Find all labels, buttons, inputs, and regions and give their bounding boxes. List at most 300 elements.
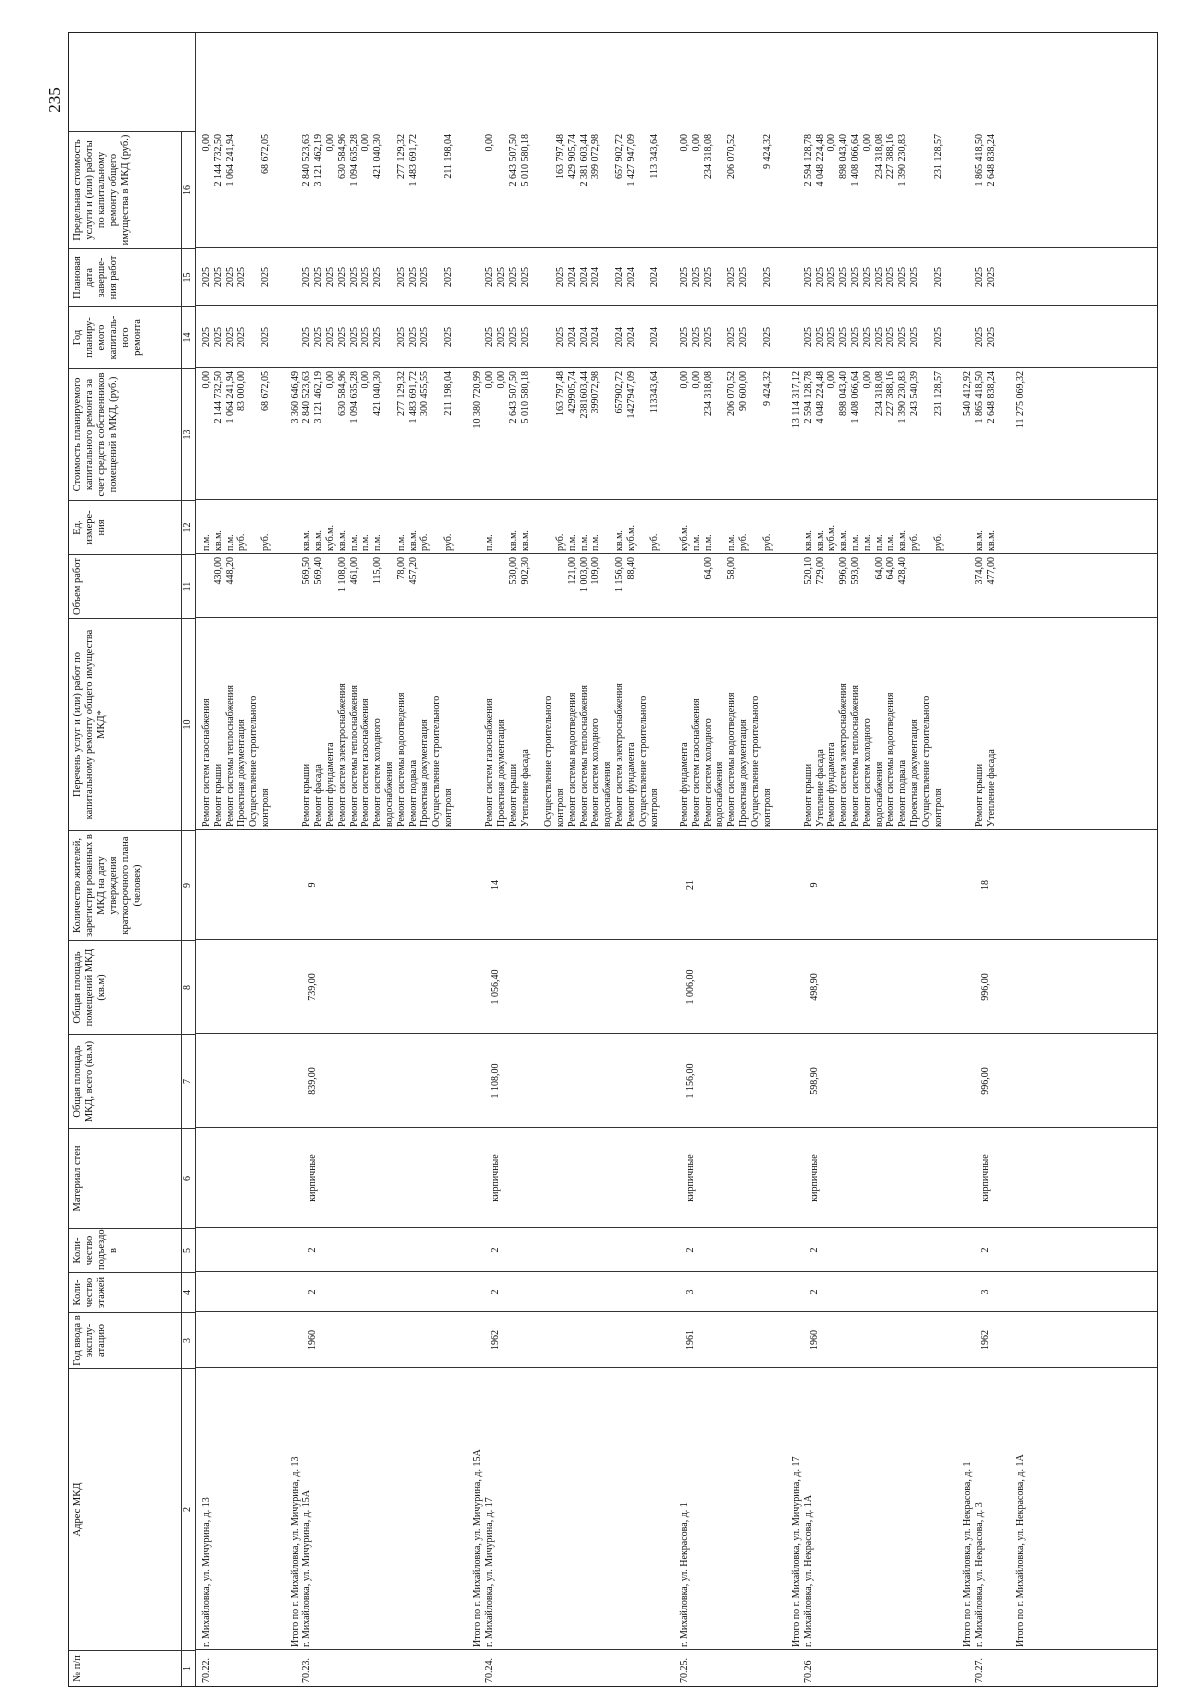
work-end-date: 2025 [678, 267, 690, 287]
work-cost: 0,00 [484, 371, 496, 389]
record-address: г. Михайловка, ул. Некрасова, д. 1 [678, 1502, 690, 1647]
work-item: Ремонт крыши [507, 763, 519, 827]
column-divider [195, 1367, 1157, 1368]
column-number-10: 10 [181, 618, 195, 830]
record-total-label: Итого по г. Михайловка, ул. Мичурина, д. 17 [791, 1456, 802, 1647]
work-item: Ремонт крыши [973, 763, 985, 827]
column-divider [195, 1227, 1157, 1228]
work-unit: руб. [932, 533, 944, 551]
column-divider [195, 829, 1157, 830]
work-limit-cost: 277 129,32 [395, 134, 407, 179]
work-item: Ремонт фундамента [826, 742, 838, 827]
work-limit-cost: 2 643 507,50 [507, 134, 519, 187]
work-item: Ремонт систем электроснабжения [838, 683, 850, 827]
work-plan-year: 2025 [861, 327, 873, 347]
work-plan-year: 2025 [507, 327, 519, 347]
work-cost: 277 129,32 [395, 371, 407, 416]
work-end-date: 2025 [973, 267, 985, 287]
record-total-label: Итого по г. Михайловка, ул. Некрасова, д. 1А [1015, 1454, 1027, 1647]
work-end-date: 2025 [519, 267, 531, 287]
work-volume: 593,00 [850, 557, 861, 585]
work-unit: п.м. [690, 534, 702, 551]
table-header-row [69, 33, 181, 1686]
record-floors: 2 [808, 1289, 820, 1295]
work-end-date: 2025 [885, 267, 897, 287]
work-limit-cost: 2 381 603,44 [578, 134, 590, 187]
work-cost: 0,00 [826, 371, 838, 389]
column-divider [195, 1649, 1157, 1650]
work-cost: 0,00 [690, 371, 702, 389]
work-limit-cost: 1 408 066,64 [850, 134, 861, 187]
work-plan-year: 2024 [614, 327, 625, 347]
work-item: Ремонт системы водоотведения [885, 692, 897, 827]
work-plan-year: 2025 [336, 327, 348, 347]
work-unit: кв.м. [507, 530, 519, 551]
column-header-8: Общая площадь помещений МКД (кв.м) [69, 940, 181, 1034]
work-limit-cost: 429 905,74 [566, 134, 578, 179]
work-item: Утепление фасада [519, 749, 531, 827]
record-year: 1962 [490, 1330, 502, 1350]
record-total-cost: 3 360 646,49 [289, 371, 301, 424]
work-cost: 2 840 523,63 [301, 371, 313, 424]
column-divider [195, 1033, 1157, 1034]
work-cost: 898 043,40 [838, 371, 850, 416]
work-volume: 64,00 [885, 557, 897, 580]
work-limit-cost: 206 070,52 [726, 134, 738, 179]
work-plan-year: 2025 [260, 327, 271, 347]
work-item: Осуществление строительного [749, 695, 761, 827]
work-end-date: 2024 [566, 267, 578, 287]
work-item: Ремонт систем электроснабжения [614, 683, 625, 827]
work-cost: 1 483 691,72 [407, 371, 419, 424]
record-address: г. Михайловка, ул. Некрасова, д. 3 [973, 1502, 985, 1647]
work-cost: 657902,72 [614, 371, 625, 414]
record-number: 70.23. [301, 1658, 313, 1683]
column-header-5: Коли-чество подъездо в [69, 1228, 181, 1272]
column-number-4: 4 [181, 1272, 195, 1312]
work-item: водоснабжения [602, 761, 614, 827]
work-plan-year: 2025 [909, 327, 920, 347]
work-cost: 2 594 128,78 [802, 371, 814, 424]
work-limit-cost: 0,00 [678, 134, 690, 152]
work-item: Ремонт крыши [301, 763, 313, 827]
work-end-date: 2025 [224, 267, 236, 287]
work-unit: руб. [761, 533, 773, 551]
work-item: Ремонт фасада [313, 764, 325, 827]
work-plan-year: 2025 [726, 327, 738, 347]
work-plan-year: 2025 [826, 327, 838, 347]
column-header-3: Год ввода в эксплу-атацию [69, 1312, 181, 1368]
record-area-total: 1 156,00 [684, 1063, 696, 1099]
work-item: Ремонт системы теплоснабжения [224, 685, 236, 827]
record-total-cost: 11 275 069,32 [1015, 371, 1027, 429]
record-number: 70.26 [802, 1660, 814, 1683]
work-unit: п.м. [873, 534, 885, 551]
work-end-date: 2025 [702, 267, 714, 287]
work-unit: п.м. [578, 534, 590, 551]
work-cost: 3 121 462,19 [313, 371, 325, 424]
work-unit: п.м. [861, 534, 873, 551]
column-number-6: 6 [181, 1128, 195, 1228]
work-unit: руб. [442, 533, 454, 551]
work-unit: кв.м. [802, 530, 814, 551]
record-residents: 18 [979, 880, 991, 890]
work-limit-cost: 9 424,32 [761, 134, 773, 169]
work-unit: кв.м. [407, 530, 419, 551]
record-entrances: 2 [307, 1247, 319, 1253]
work-item: контроля [442, 788, 454, 827]
work-end-date: 2025 [850, 267, 861, 287]
work-cost: 0,00 [861, 371, 873, 389]
work-limit-cost: 0,00 [826, 134, 838, 152]
work-plan-year: 2025 [690, 327, 702, 347]
work-unit: руб. [555, 533, 566, 551]
work-end-date: 2025 [301, 267, 313, 287]
column-number-8: 8 [181, 940, 195, 1034]
column-number-1: 1 [181, 1650, 195, 1686]
work-volume: 115,00 [372, 557, 384, 585]
work-cost: 2 144 732,50 [212, 371, 224, 424]
record-wall-material: кирпичные [490, 1154, 502, 1202]
work-limit-cost: 234 318,08 [873, 134, 885, 179]
record-total-cost: 540 412,92 [962, 371, 974, 416]
work-volume: 1 108,00 [336, 557, 348, 592]
work-cost: 113343,64 [649, 371, 661, 414]
record-area-total: 1 108,00 [490, 1063, 502, 1099]
record-residents: 14 [490, 880, 502, 890]
work-unit: кв.м. [985, 530, 997, 551]
work-end-date: 2025 [897, 267, 909, 287]
work-item: Осуществление строительного [431, 695, 443, 827]
column-header-14: Год планиру-емого капиталь-ного ремонта [69, 306, 181, 368]
work-limit-cost: 2 648 838,24 [985, 134, 997, 187]
work-unit: руб. [737, 533, 749, 551]
work-limit-cost: 1 390 230,83 [897, 134, 909, 187]
work-unit: п.м. [395, 534, 407, 551]
work-end-date: 2025 [909, 267, 920, 287]
work-item: Ремонт систем холодного [861, 718, 873, 827]
work-unit: кв.м. [212, 530, 224, 551]
column-number-16: 16 [181, 131, 195, 248]
column-number-3: 3 [181, 1312, 195, 1368]
work-end-date: 2025 [360, 267, 372, 287]
column-divider [195, 499, 1157, 500]
column-divider [195, 939, 1157, 940]
work-unit: куб.м. [826, 524, 838, 551]
work-end-date: 2025 [442, 267, 454, 287]
work-cost: 83 000,00 [236, 371, 248, 411]
work-plan-year: 2024 [578, 327, 590, 347]
record-area-premises: 1 056,40 [490, 969, 502, 1005]
work-volume: 902,30 [519, 557, 531, 585]
work-unit: кв.м. [897, 530, 909, 551]
work-unit: п.м. [590, 534, 602, 551]
column-number-13: 13 [181, 368, 195, 500]
work-item: Ремонт фундамента [324, 742, 336, 827]
work-limit-cost: 211 198,04 [442, 134, 454, 179]
work-cost: 234 318,08 [873, 371, 885, 416]
column-divider [195, 247, 1157, 248]
work-unit: п.м. [885, 534, 897, 551]
record-area-total: 996,00 [979, 1067, 991, 1095]
work-end-date: 2025 [873, 267, 885, 287]
work-plan-year: 2025 [873, 327, 885, 347]
record-entrances: 2 [808, 1247, 820, 1253]
work-item: Проектная документация [419, 719, 431, 827]
work-plan-year: 2025 [838, 327, 850, 347]
work-end-date: 2025 [313, 267, 325, 287]
work-cost: 2381603,44 [578, 371, 590, 419]
work-plan-year: 2025 [313, 327, 325, 347]
work-plan-year: 2025 [678, 327, 690, 347]
work-volume: 1 156,00 [614, 557, 625, 592]
work-volume: 530,00 [507, 557, 519, 585]
capital-repair-table [68, 32, 1158, 1687]
record-total-cost: 13 114 317,12 [791, 371, 802, 429]
work-end-date: 2025 [348, 267, 360, 287]
work-unit: куб.м. [678, 524, 690, 551]
work-plan-year: 2025 [702, 327, 714, 347]
page-number: 235 [45, 87, 64, 113]
column-divider [195, 1311, 1157, 1312]
column-number-9: 9 [181, 830, 195, 940]
work-unit: п.м. [850, 534, 861, 551]
work-item: Проектная документация [496, 719, 507, 827]
work-plan-year: 2025 [419, 327, 431, 347]
work-item: Ремонт системы теплоснабжения [850, 685, 861, 827]
work-plan-year: 2025 [224, 327, 236, 347]
work-volume: 448,20 [224, 557, 236, 585]
column-header-2: Адрес МКД [69, 1368, 181, 1650]
column-number-5: 5 [181, 1228, 195, 1272]
record-residents: 21 [684, 880, 696, 890]
work-limit-cost: 0,00 [690, 134, 702, 152]
work-cost: 2 648 838,24 [985, 371, 997, 424]
work-item: Осуществление строительного [920, 695, 932, 827]
record-wall-material: кирпичные [808, 1154, 820, 1202]
work-unit: п.м. [224, 534, 236, 551]
work-plan-year: 2024 [625, 327, 637, 347]
work-unit: кв.м. [519, 530, 531, 551]
record-area-premises: 739,00 [307, 973, 319, 1001]
work-cost: 0,00 [324, 371, 336, 389]
work-volume: 88,40 [625, 557, 637, 580]
work-item: Осуществление строительного [637, 695, 649, 827]
work-unit: п.м. [702, 534, 714, 551]
work-cost: 206 070,52 [726, 371, 738, 416]
work-end-date: 2025 [236, 267, 248, 287]
work-plan-year: 2025 [973, 327, 985, 347]
work-end-date: 2025 [507, 267, 519, 287]
work-item: Ремонт систем холодного [372, 718, 384, 827]
work-item: Ремонт систем газоснабжения [690, 698, 702, 827]
record-year: 1960 [808, 1330, 820, 1350]
work-limit-cost: 421 040,30 [372, 134, 384, 179]
work-volume: 109,00 [590, 557, 602, 585]
record-address: г. Михайловка, ул. Мичурина, д. 13 [201, 1497, 212, 1647]
work-volume: 428,40 [897, 557, 909, 585]
work-plan-year: 2025 [212, 327, 224, 347]
work-item: водоснабжения [873, 761, 885, 827]
work-volume: 1 003,00 [578, 557, 590, 592]
work-volume: 374,00 [973, 557, 985, 585]
work-limit-cost: 0,00 [861, 134, 873, 152]
work-unit: руб. [649, 533, 661, 551]
work-limit-cost: 399 072,98 [590, 134, 602, 179]
work-item: контроля [932, 788, 944, 827]
work-plan-year: 2025 [442, 327, 454, 347]
work-cost: 5 010 580,18 [519, 371, 531, 424]
record-area-premises: 498,90 [808, 973, 820, 1001]
record-residents: 9 [307, 882, 319, 888]
work-limit-cost: 3 121 462,19 [313, 134, 325, 187]
work-item: Утепление фасада [814, 749, 826, 827]
work-plan-year: 2025 [395, 327, 407, 347]
column-header-6: Материал стен [69, 1128, 181, 1228]
work-end-date: 2024 [590, 267, 602, 287]
record-area-premises: 1 006,00 [684, 969, 696, 1005]
record-number: 70.24. [484, 1658, 496, 1683]
work-cost: 4 048 224,48 [814, 371, 826, 424]
work-unit: руб. [909, 533, 920, 551]
work-volume: 520,10 [802, 557, 814, 585]
work-item: Ремонт системы водоотведения [395, 692, 407, 827]
record-floors: 3 [684, 1289, 696, 1295]
work-unit: п.м. [372, 534, 384, 551]
record-residents: 9 [808, 882, 820, 888]
work-plan-year: 2025 [348, 327, 360, 347]
work-limit-cost: 1 865 418,50 [973, 134, 985, 187]
work-limit-cost: 2 144 732,50 [212, 134, 224, 187]
work-plan-year: 2025 [802, 327, 814, 347]
record-address: г. Михайловка, ул. Мичурина, д. 15А [301, 1489, 313, 1647]
column-header-7: Общая площадь МКД, всего (кв.м) [69, 1034, 181, 1128]
record-floors: 2 [307, 1289, 319, 1295]
work-end-date: 2024 [625, 267, 637, 287]
work-cost: 429905,74 [566, 371, 578, 414]
work-item: водоснабжения [714, 761, 726, 827]
work-volume: 477,00 [985, 557, 997, 585]
work-unit: кв.м. [313, 530, 325, 551]
record-area-premises: 996,00 [979, 973, 991, 1001]
work-end-date: 2025 [737, 267, 749, 287]
work-limit-cost: 113 343,64 [649, 134, 661, 179]
work-limit-cost: 1 064 241,94 [224, 134, 236, 187]
work-item: Ремонт систем газоснабжения [484, 698, 496, 827]
column-number-row [181, 33, 196, 1686]
work-unit: п.м. [484, 534, 496, 551]
column-header-10: Перечень услуг и (или) работ по капитальному ремонту общего имущества МКД* [69, 618, 181, 830]
work-item: Ремонт систем газоснабжения [201, 698, 212, 827]
work-limit-cost: 227 388,16 [885, 134, 897, 179]
work-end-date: 2025 [761, 267, 773, 287]
work-unit: п.м. [566, 534, 578, 551]
work-plan-year: 2024 [566, 327, 578, 347]
work-cost: 421 040,30 [372, 371, 384, 416]
work-limit-cost: 1 483 691,72 [407, 134, 419, 187]
work-volume: 569,50 [301, 557, 313, 585]
column-header-16: Предельная стоимость услуги и (или) работы по капитальному ремонту общего имущества в МКД (руб.) [69, 131, 181, 248]
work-cost: 0,00 [201, 371, 212, 389]
column-header-12: Ед. измере-ния [69, 500, 181, 554]
work-limit-cost: 234 318,08 [702, 134, 714, 179]
record-total-label: Итого по г. Михайловка, ул. Некрасова, д. 1 [962, 1461, 974, 1647]
work-plan-year: 2025 [484, 327, 496, 347]
work-limit-cost: 231 128,57 [932, 134, 944, 179]
work-plan-year: 2024 [649, 327, 661, 347]
work-end-date: 2024 [614, 267, 625, 287]
rotated-table-container [68, 27, 1163, 1687]
work-end-date: 2025 [324, 267, 336, 287]
work-cost: 1 408 066,64 [850, 371, 861, 424]
work-end-date: 2025 [260, 267, 271, 287]
work-volume: 729,00 [814, 557, 826, 585]
column-header-4: Коли-чество этажей [69, 1272, 181, 1312]
column-header-15: Плановая дата заверше-ния работ [69, 248, 181, 306]
work-volume: 996,00 [838, 557, 850, 585]
work-limit-cost: 2 840 523,63 [301, 134, 313, 187]
work-cost: 300 455,55 [419, 371, 431, 416]
work-unit: кв.м. [301, 530, 313, 551]
work-volume: 569,40 [313, 557, 325, 585]
record-number: 70.22. [201, 1658, 212, 1683]
work-end-date: 2025 [336, 267, 348, 287]
work-item: Ремонт подвала [897, 759, 909, 827]
record-wall-material: кирпичные [979, 1154, 991, 1202]
column-divider [195, 305, 1157, 306]
work-end-date: 2025 [201, 267, 212, 287]
record-number: 70.25. [678, 1658, 690, 1683]
work-plan-year: 2025 [932, 327, 944, 347]
work-end-date: 2025 [419, 267, 431, 287]
work-item: Ремонт крыши [802, 763, 814, 827]
work-cost: 1 094 635,28 [348, 371, 360, 424]
work-plan-year: 2025 [814, 327, 826, 347]
work-item: Ремонт системы теплоснабжения [578, 685, 590, 827]
column-divider [195, 553, 1157, 554]
work-cost: 68 672,05 [260, 371, 271, 411]
work-limit-cost: 1 427 947,09 [625, 134, 637, 187]
work-limit-cost: 163 797,48 [555, 134, 566, 179]
column-divider [195, 367, 1157, 368]
work-volume: 64,00 [873, 557, 885, 580]
work-plan-year: 2025 [301, 327, 313, 347]
work-limit-cost: 1 094 635,28 [348, 134, 360, 187]
work-limit-cost: 657 902,72 [614, 134, 625, 179]
work-item: Проектная документация [236, 719, 248, 827]
work-end-date: 2024 [649, 267, 661, 287]
record-year: 1961 [684, 1330, 696, 1350]
work-cost: 399072,98 [590, 371, 602, 414]
work-end-date: 2025 [802, 267, 814, 287]
record-entrances: 2 [684, 1247, 696, 1253]
work-end-date: 2025 [212, 267, 224, 287]
work-end-date: 2025 [690, 267, 702, 287]
column-number-14: 14 [181, 306, 195, 368]
work-item: Ремонт системы водоотведения [566, 692, 578, 827]
work-cost: 9 424,32 [761, 371, 773, 406]
record-area-total: 598,90 [808, 1067, 820, 1095]
work-cost: 2 643 507,50 [507, 371, 519, 424]
work-limit-cost: 630 584,96 [336, 134, 348, 179]
record-total-label: Итого по г. Михайловка, ул. Мичурина, д. 15А [472, 1449, 484, 1647]
work-item: Ремонт крыши [212, 763, 224, 827]
record-floors: 2 [490, 1289, 502, 1295]
work-plan-year: 2025 [761, 327, 773, 347]
record-total-cost: 10 380 720,99 [472, 371, 484, 429]
work-plan-year: 2025 [555, 327, 566, 347]
column-divider [195, 1127, 1157, 1128]
